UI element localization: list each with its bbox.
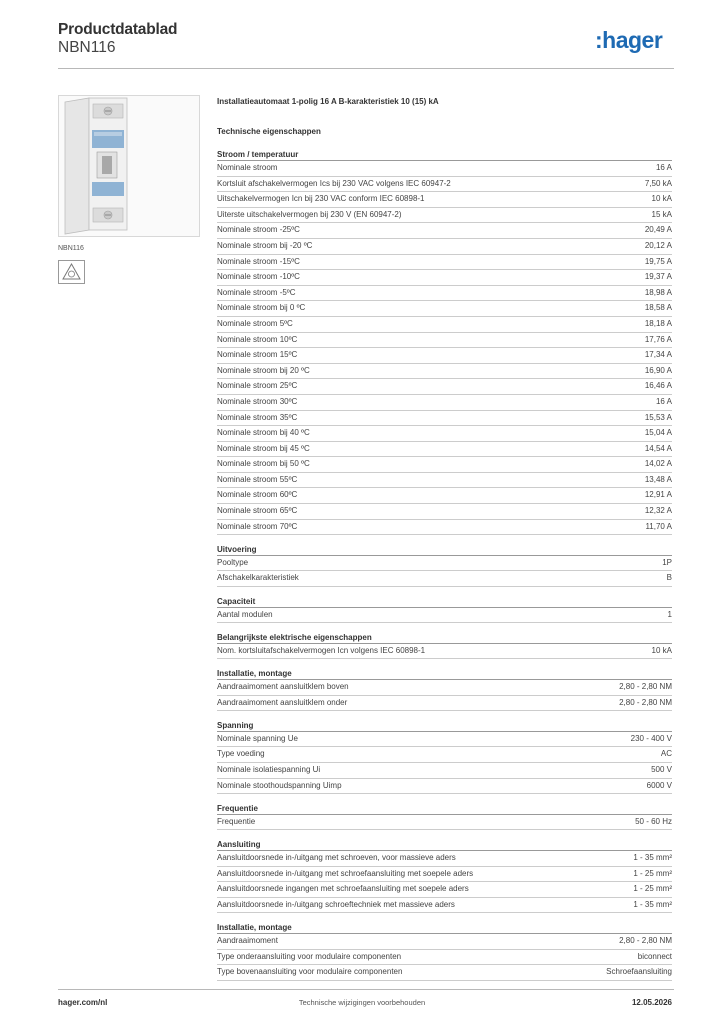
spec-label: Nominale stroom 15ºC (217, 350, 298, 360)
spec-label: Aandraaimoment aansluitklem boven (217, 682, 349, 691)
spec-row (217, 571, 672, 587)
spec-value: 13,48 A (644, 474, 672, 484)
spec-label: Nominale stroom -5ºC (217, 287, 296, 297)
spec-label: Uitschakelvermogen Icn bij 230 VAC conform IEC 60898-1 (217, 194, 425, 204)
spec-section (217, 149, 672, 535)
spec-value: 17,34 A (644, 350, 672, 360)
spec-value: 20,49 A (644, 225, 672, 235)
footer-date: 12.05.2026 (631, 998, 672, 1007)
image-caption: NBN116 (58, 245, 84, 252)
spec-section (217, 839, 672, 913)
spec-row (217, 161, 672, 177)
spec-value: biconnect (637, 951, 672, 961)
footer-disclaimer: Technische wijzigingen voorbehouden (298, 998, 426, 1007)
spec-value: 1 - 25 mm² (633, 884, 672, 894)
spec-sections (217, 149, 672, 981)
spec-label: Uiterste uitschakelvermogen bij 230 V (EN 60947-2) (217, 209, 402, 219)
spec-label: Nominale stroom bij -20 ºC (217, 240, 313, 250)
spec-value: 2,80 - 2,80 NM (619, 682, 672, 691)
spec-row (217, 379, 672, 395)
spec-row (217, 364, 672, 380)
spec-label: Nominale stroom bij 45 ºC (217, 443, 310, 453)
page-title: Productdatablad (58, 21, 178, 38)
spec-label: Aansluitdoorsnede in-/uitgang schroeftechniek met massieve aders (217, 899, 455, 909)
spec-label: Nominale stroom 5ºC (217, 318, 293, 328)
spec-value: 16 A (655, 163, 672, 172)
spec-value: 2,80 - 2,80 NM (619, 935, 672, 945)
spec-row (217, 882, 672, 898)
spec-value: 2,80 - 2,80 NM (619, 697, 672, 707)
spec-row (217, 696, 672, 712)
spec-row (217, 556, 672, 572)
spec-label: Nominale stroom -15ºC (217, 256, 300, 266)
spec-section (217, 720, 672, 794)
spec-value: 19,37 A (644, 272, 672, 282)
spec-value: 11,70 A (645, 521, 672, 531)
spec-row (217, 208, 672, 224)
spec-row (217, 270, 672, 286)
section-title: Frequentie (217, 803, 672, 815)
spec-label: Type voeding (217, 749, 265, 759)
spec-label: Pooltype (217, 557, 249, 567)
spec-value: 14,02 A (644, 459, 672, 469)
spec-row (217, 680, 672, 696)
spec-label: Nominale stoothoudspanning Uimp (217, 780, 342, 790)
spec-row (217, 950, 672, 966)
spec-label: Nominale spanning Ue (217, 733, 298, 743)
spec-row (217, 239, 672, 255)
header-divider (58, 68, 674, 69)
spec-label: Nominale stroom -10ºC (217, 272, 300, 282)
section-title: Spanning (217, 720, 672, 732)
spec-value: 15 kA (651, 209, 672, 219)
spec-value: 19,75 A (644, 256, 672, 266)
spec-label: Afschakelkarakteristiek (217, 573, 299, 583)
spec-value: B (666, 573, 672, 583)
spec-label: Kortsluit afschakelvermogen Ics bij 230 VAC volgens IEC 60947-2 (217, 178, 451, 188)
spec-value: 20,12 A (644, 240, 672, 250)
spec-row (217, 348, 672, 364)
spec-section (217, 668, 672, 711)
spec-row (217, 851, 672, 867)
spec-row (217, 177, 672, 193)
spec-row (217, 608, 672, 624)
spec-value: 17,76 A (644, 334, 672, 344)
spec-row (217, 934, 672, 950)
section-title: Stroom / temperatuur (217, 149, 672, 161)
section-title: Aansluiting (217, 839, 672, 851)
spec-row (217, 223, 672, 239)
spec-section (217, 803, 672, 831)
spec-section (217, 544, 672, 587)
spec-value: 12,91 A (644, 490, 672, 500)
spec-value: Schroefaansluiting (606, 967, 672, 977)
spec-row (217, 763, 672, 779)
spec-label: Nominale isolatiespanning Ui (217, 764, 321, 774)
spec-row (217, 192, 672, 208)
spec-label: Aansluitdoorsnede ingangen met schroefaansluiting met soepele aders (217, 884, 469, 894)
spec-row (217, 867, 672, 883)
hager-logo (595, 26, 675, 56)
spec-label: Nominale stroom (217, 163, 278, 172)
spec-row (217, 732, 672, 748)
spec-label: Nominale stroom bij 0 ºC (217, 303, 306, 313)
spec-label: Aandraaimoment aansluitklem onder (217, 697, 348, 707)
spec-value: 15,53 A (644, 412, 672, 422)
spec-label: Nominale stroom 10ºC (217, 334, 298, 344)
spec-value: 18,98 A (644, 287, 672, 297)
spec-row (217, 520, 672, 536)
spec-value: 16,46 A (644, 381, 672, 391)
spec-label: Type onderaansluiting voor modulaire componenten (217, 951, 402, 961)
spec-label: Type bovenaansluiting voor modulaire componenten (217, 967, 403, 977)
spec-value: 18,58 A (644, 303, 672, 313)
spec-content (217, 96, 672, 989)
spec-row (217, 333, 672, 349)
spec-label: Aandraaimoment (217, 935, 278, 945)
spec-value: 1 - 25 mm² (633, 868, 672, 878)
spec-label: Nominale stroom bij 20 ºC (217, 365, 310, 375)
spec-row (217, 442, 672, 458)
spec-label: Aansluitdoorsnede in-/uitgang met schroeven, voor massieve aders (217, 852, 456, 862)
spec-row (217, 504, 672, 520)
spec-label: Nom. kortsluitafschakelvermogen Icn volgens IEC 60898-1 (217, 645, 426, 655)
section-title: Installatie, montage (217, 922, 672, 934)
spec-label: Nominale stroom bij 50 ºC (217, 459, 310, 469)
spec-value: 1 - 35 mm² (633, 899, 672, 909)
spec-value: 18,18 A (644, 318, 672, 328)
spec-value: 10 kA (651, 194, 672, 204)
spec-label: Nominale stroom bij 40 ºC (217, 428, 310, 438)
logo-text: :hager (595, 27, 663, 53)
spec-label: Nominale stroom 55ºC (217, 474, 298, 484)
spec-label: Nominale stroom 65ºC (217, 506, 298, 516)
spec-label: Nominale stroom 25ºC (217, 381, 298, 391)
spec-section (217, 596, 672, 624)
spec-value: 14,54 A (644, 443, 672, 453)
spec-label: Nominale stroom 60ºC (217, 490, 298, 500)
spec-value: AC (660, 749, 672, 759)
spec-label: Nominale stroom -25ºC (217, 225, 300, 235)
section-title: Uitvoering (217, 544, 672, 556)
spec-label: Frequentie (217, 816, 256, 826)
section-title: Installatie, montage (217, 668, 672, 680)
spec-label: Nominale stroom 30ºC (217, 396, 298, 406)
spec-value: 230 - 400 V (630, 733, 672, 743)
spec-value: 12,32 A (644, 506, 672, 516)
spec-row (217, 317, 672, 333)
spec-row (217, 779, 672, 795)
spec-row (217, 644, 672, 660)
spec-row (217, 815, 672, 831)
spec-row (217, 898, 672, 914)
spec-value: 500 V (651, 764, 672, 774)
certification-mark-icon (58, 260, 85, 284)
spec-row (217, 255, 672, 271)
spec-row (217, 457, 672, 473)
product-image (58, 95, 200, 237)
spec-value: 16 A (655, 396, 672, 406)
footer-divider (58, 989, 674, 990)
spec-value: 16,90 A (644, 365, 672, 375)
spec-value: 7,50 kA (644, 178, 672, 188)
spec-section (217, 922, 672, 981)
section-title: Capaciteit (217, 596, 672, 608)
spec-label: Nominale stroom 70ºC (217, 521, 298, 531)
spec-label: Aantal modulen (217, 609, 273, 619)
tech-properties-heading: Technische eigenschappen (217, 127, 321, 136)
spec-row (217, 965, 672, 981)
spec-row (217, 301, 672, 317)
spec-value: 1 - 35 mm² (633, 852, 672, 862)
spec-section (217, 632, 672, 660)
spec-row (217, 426, 672, 442)
spec-value: 1P (662, 557, 672, 567)
spec-row (217, 488, 672, 504)
spec-value: 6000 V (646, 780, 672, 790)
spec-row (217, 473, 672, 489)
spec-row (217, 286, 672, 302)
spec-label: Aansluitdoorsnede in-/uitgang met schroefaansluiting met soepele aders (217, 868, 474, 878)
product-code: NBN116 (58, 39, 116, 56)
spec-row (217, 411, 672, 427)
spec-value: 15,04 A (644, 428, 672, 438)
spec-value: 1 (667, 609, 672, 619)
spec-row (217, 395, 672, 411)
spec-value: 50 - 60 Hz (635, 816, 672, 826)
section-title: Belangrijkste elektrische eigenschappen (217, 632, 672, 644)
product-description: Installatieautomaat 1-polig 16 A B-karakteristiek 10 (15) kA (217, 97, 439, 106)
footer-website[interactable]: hager.com/nl (58, 998, 108, 1007)
circuit-breaker-illustration (59, 96, 199, 236)
spec-row (217, 747, 672, 763)
spec-label: Nominale stroom 35ºC (217, 412, 298, 422)
spec-value: 10 kA (651, 645, 672, 655)
